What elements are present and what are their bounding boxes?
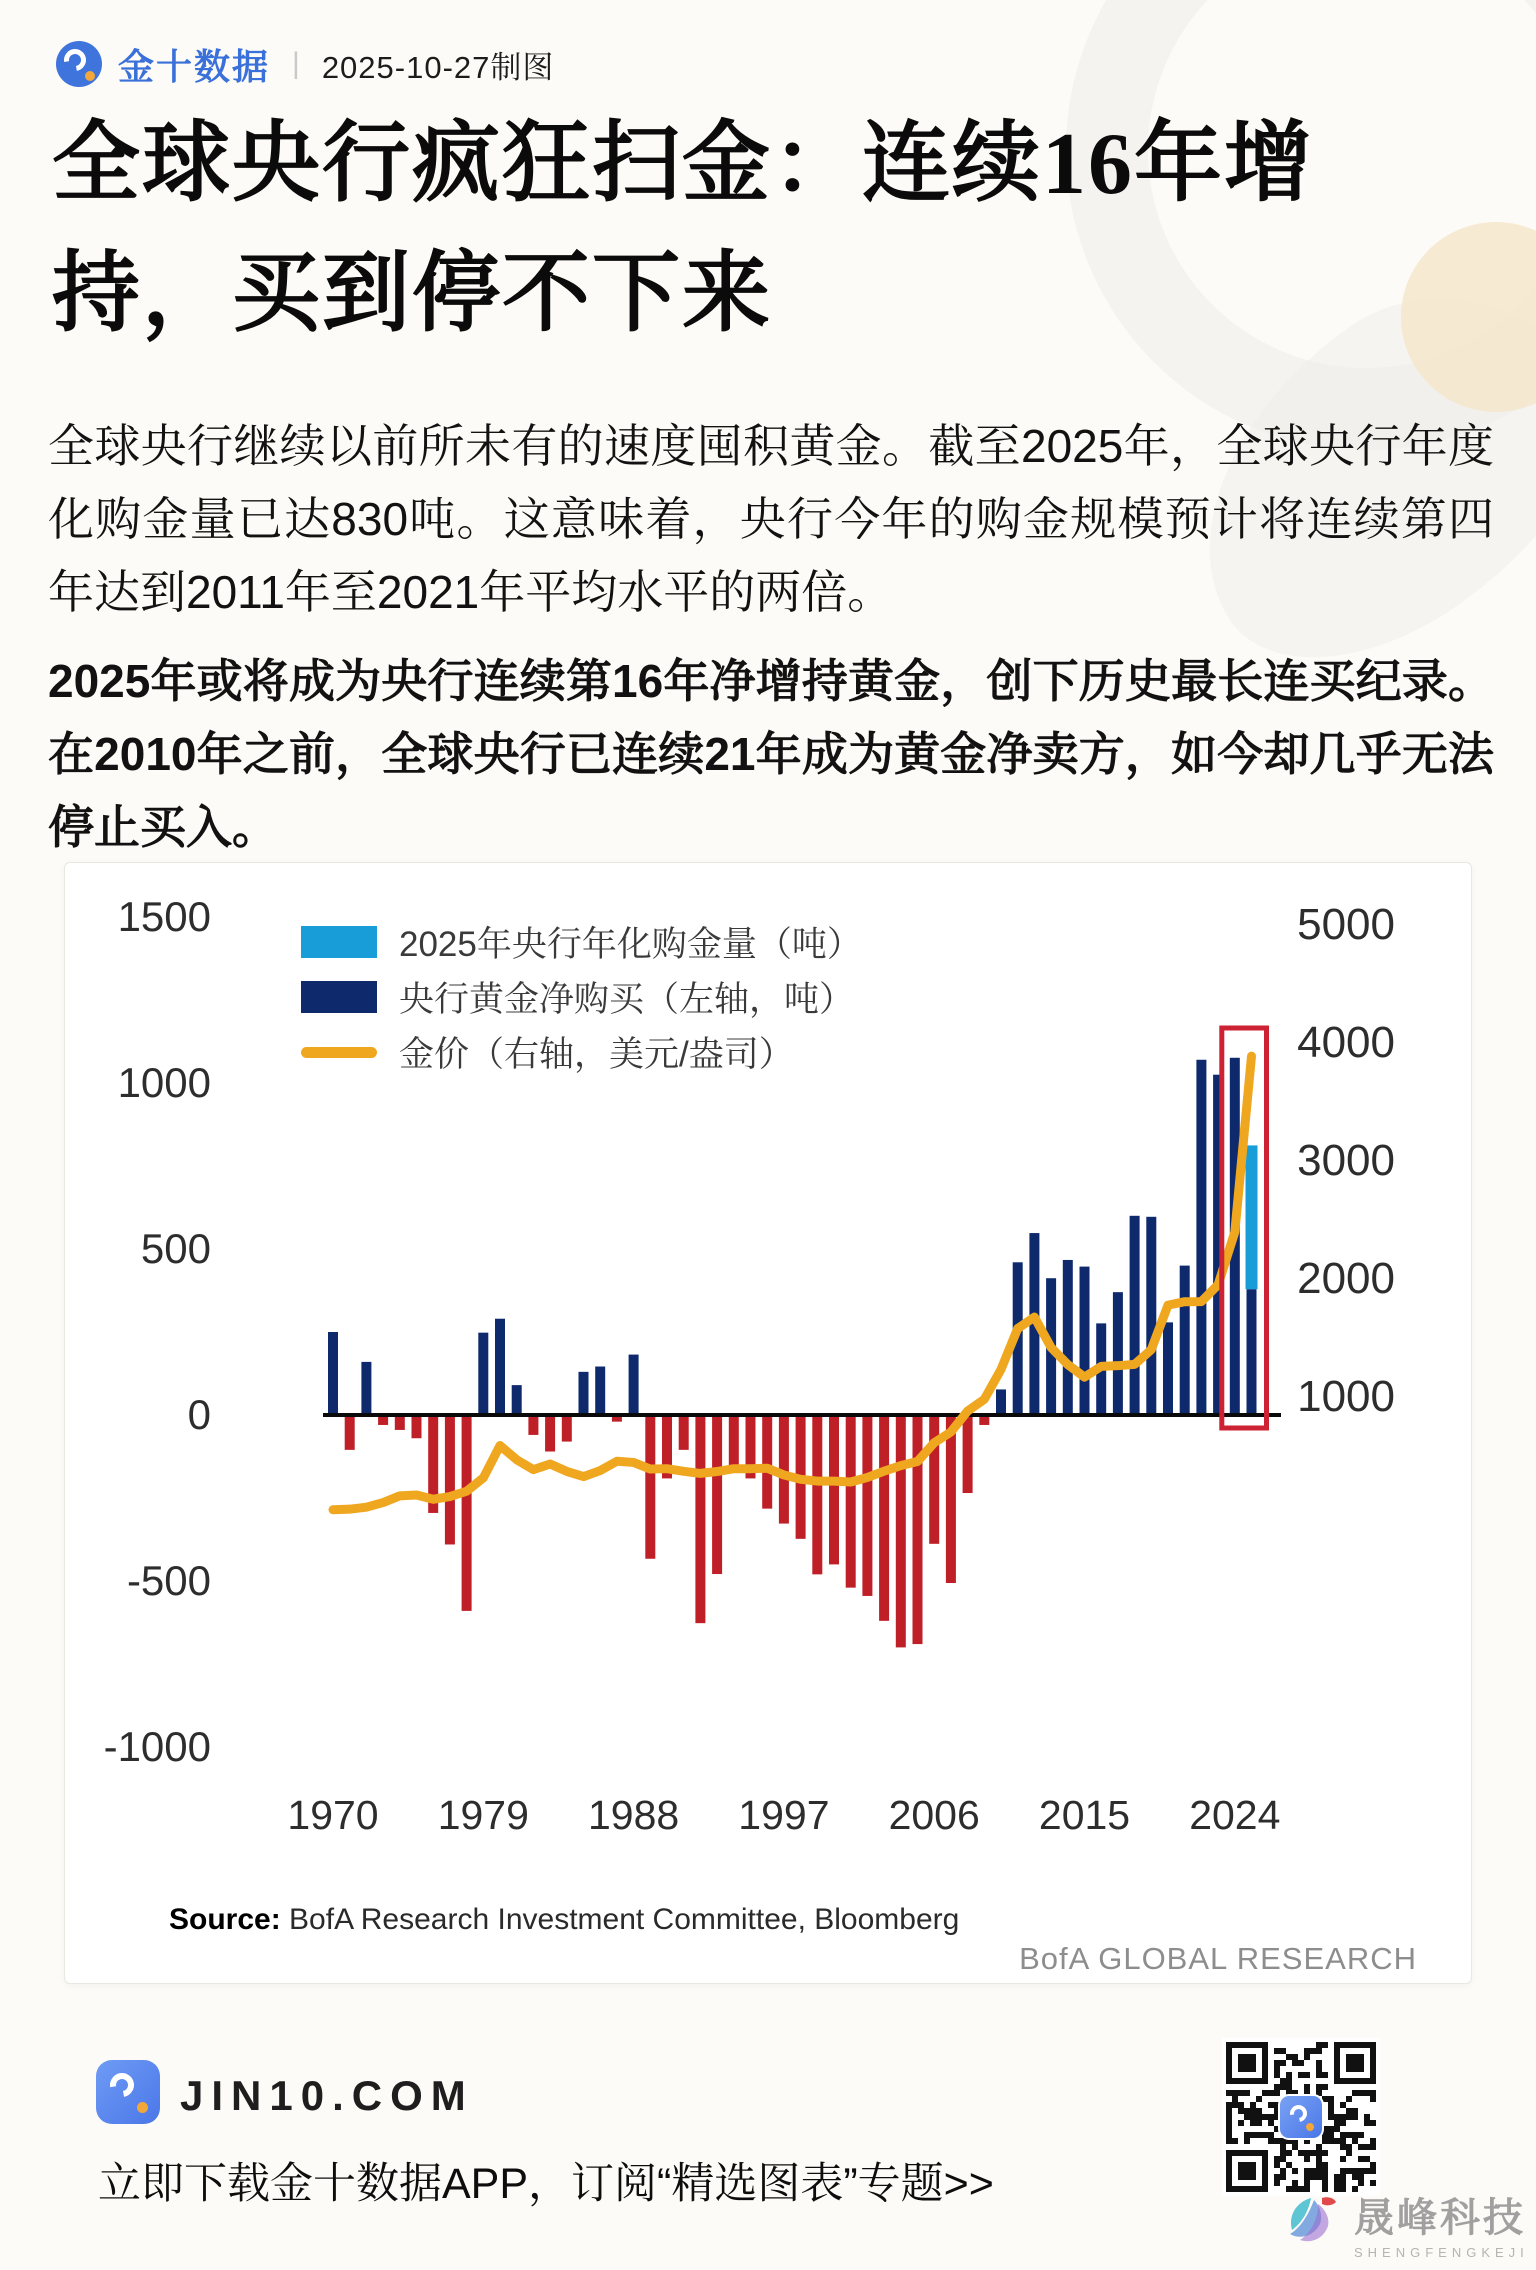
svg-text:2024: 2024: [1189, 1792, 1281, 1838]
bar-2014: [1063, 1260, 1073, 1415]
chart-card: [64, 862, 1472, 1984]
svg-text:5000: 5000: [1297, 900, 1395, 949]
watermark-en: SHENGFENGKEJI: [1354, 2245, 1529, 2260]
bar-1996: [762, 1415, 772, 1509]
jin10-app-icon: [96, 2060, 160, 2124]
bar-2003: [879, 1415, 889, 1621]
bar-2021: [1180, 1266, 1190, 1415]
svg-text:1970: 1970: [287, 1792, 379, 1838]
cyan-block-swatch: [301, 926, 377, 958]
watermark-cn: 晟峰科技: [1354, 2196, 1526, 2240]
bar-1999: [812, 1415, 822, 1574]
bar-1986: [595, 1367, 605, 1415]
jin10-logo-icon: [56, 41, 102, 87]
source-line: [169, 1903, 959, 1937]
bar-2025-annualized: [1246, 1145, 1258, 1289]
gold-line-swatch: [301, 1047, 377, 1058]
bar-2007: [946, 1415, 956, 1583]
bar-1993: [712, 1415, 722, 1574]
page-title: [52, 100, 1502, 360]
brand-name: 金十数据: [118, 45, 271, 87]
svg-text:1988: 1988: [587, 1792, 680, 1838]
legend-label: 2025年央行年化购金量（吨）: [399, 925, 862, 964]
bar-2015: [1080, 1267, 1090, 1415]
bar-1991: [679, 1415, 689, 1450]
bofa-global-research-credit: BofA GLOBAL RESEARCH: [1019, 1941, 1417, 1976]
legend-item-1: [301, 976, 862, 1018]
svg-text:1997: 1997: [738, 1792, 830, 1838]
title-line-1: 全球央行疯狂扫金：连续16年增: [52, 116, 1315, 213]
legend-label: 金价（右轴，美元/盎司）: [399, 1035, 794, 1074]
qr-center-logo-icon: [1278, 2094, 1324, 2140]
bar-2010: [996, 1389, 1006, 1415]
bar-2005: [913, 1415, 923, 1644]
chart-legend: [301, 921, 862, 1073]
svg-text:500: 500: [140, 1225, 211, 1272]
source-text: BofA Research Investment Committee, Bloomberg: [280, 1903, 960, 1936]
bar-2004: [896, 1415, 906, 1647]
chart-date: 2025-10-27制图: [321, 49, 555, 85]
download-app-cta[interactable]: 立即下载金十数据APP，订阅“精选图表”专题>>: [98, 2160, 994, 2208]
svg-text:0: 0: [187, 1391, 211, 1438]
svg-text:3000: 3000: [1297, 1136, 1395, 1185]
svg-text:1000: 1000: [117, 1059, 211, 1106]
bar-1980: [495, 1319, 505, 1415]
header: [56, 38, 554, 90]
svg-text:1979: 1979: [437, 1792, 529, 1838]
bar-2002: [862, 1415, 872, 1596]
bar-2018: [1130, 1216, 1140, 1415]
bar-2001: [846, 1415, 856, 1588]
highlight-paragraph: 2025年或将成为央行连续第16年净增持黄金，创下历史最长连买纪录。在2010年之前，全球央行已连续21年成为黄金净卖方，如今却几乎无法停止买入。: [48, 655, 1494, 853]
bar-2025: [1247, 1289, 1257, 1415]
bar-2019: [1146, 1217, 1156, 1415]
bar-1984: [562, 1415, 572, 1442]
bar-1975: [412, 1415, 422, 1438]
bar-2008: [963, 1415, 973, 1493]
bar-1979: [478, 1333, 488, 1415]
bar-2020: [1163, 1322, 1173, 1415]
bar-1974: [395, 1415, 405, 1430]
bar-1994: [729, 1415, 739, 1465]
svg-text:2015: 2015: [1038, 1792, 1131, 1838]
intro-paragraph: 全球央行继续以前所未有的速度囤积黄金。截至2025年，全球央行年度化购金量已达830吨。这意味着，央行今年的购金规模预计将连续第四年达到2011年至2021年平均水平的两倍。: [48, 420, 1494, 618]
bar-1970: [328, 1332, 338, 1415]
shengfeng-logo-icon: [1278, 2190, 1344, 2256]
bar-2000: [829, 1415, 839, 1564]
bar-2006: [929, 1415, 939, 1544]
svg-text:1500: 1500: [117, 893, 211, 940]
header-separator: |: [292, 47, 300, 80]
bar-2022: [1196, 1060, 1206, 1415]
title-line-2: 持，买到停不下来: [52, 246, 773, 343]
watermark: [1278, 2186, 1529, 2260]
bar-1992: [695, 1415, 705, 1623]
legend-item-2: [301, 1031, 862, 1073]
bar-1988: [629, 1355, 639, 1415]
bar-1981: [512, 1385, 522, 1415]
bar-1972: [361, 1362, 371, 1415]
bar-1977: [445, 1415, 455, 1544]
navy-block-swatch: [301, 981, 377, 1013]
source-label: Source:: [169, 1903, 281, 1936]
bar-1971: [345, 1415, 355, 1450]
bar-2017: [1113, 1292, 1123, 1415]
legend-item-0: [301, 921, 862, 963]
svg-text:4000: 4000: [1297, 1018, 1395, 1067]
svg-text:-1000: -1000: [103, 1723, 211, 1770]
svg-text:1000: 1000: [1297, 1372, 1395, 1421]
bar-1983: [545, 1415, 555, 1452]
legend-label: 央行黄金净购买（左轴，吨）: [399, 980, 855, 1019]
bar-1985: [579, 1372, 589, 1415]
qr-code[interactable]: [1222, 2038, 1380, 2196]
bar-1978: [462, 1415, 472, 1611]
svg-text:2000: 2000: [1297, 1254, 1395, 1303]
jin10-site-link[interactable]: JIN10.COM: [180, 2072, 474, 2119]
bar-1982: [528, 1415, 538, 1435]
bar-1989: [645, 1415, 655, 1559]
svg-text:2006: 2006: [888, 1792, 980, 1838]
svg-text:-500: -500: [126, 1557, 211, 1604]
